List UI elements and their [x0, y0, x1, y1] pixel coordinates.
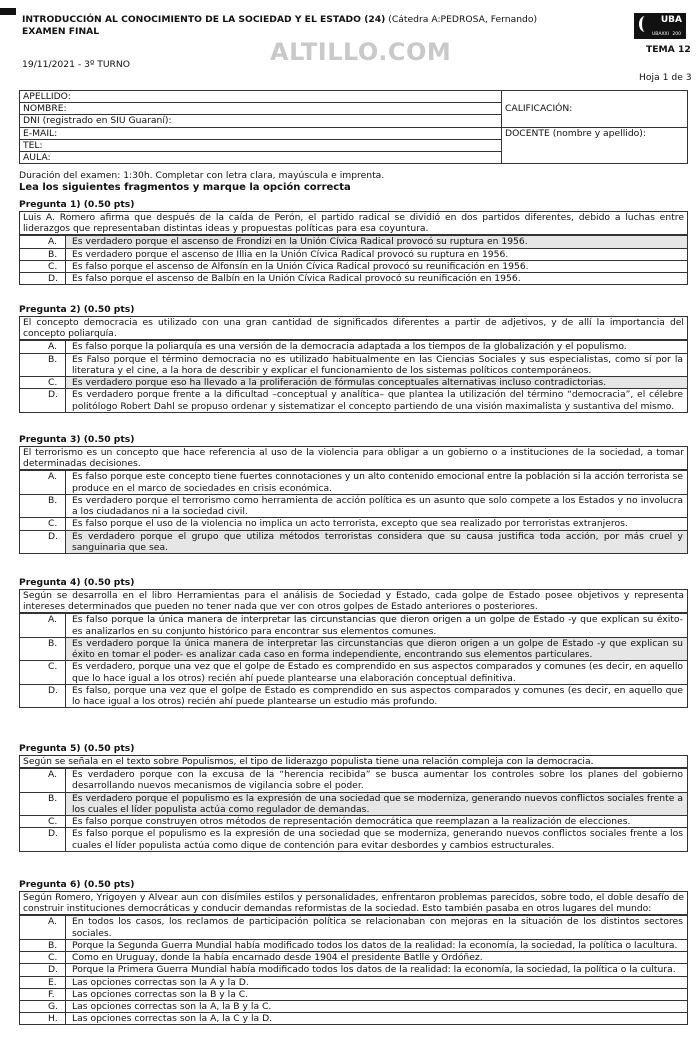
exam-title-catedra: (Cátedra A:PEDROSA, Fernando)	[385, 14, 538, 25]
option-b[interactable]	[20, 792, 687, 815]
exam-subtitle: EXAMEN FINAL	[22, 26, 100, 37]
exam-title	[22, 14, 537, 25]
option-b[interactable]	[20, 494, 687, 517]
field-docente[interactable]: DOCENTE (nombre y apellido):	[502, 127, 688, 164]
option-text: Las opciones correctas son la B y la C.	[65, 989, 687, 1000]
option-letter: C.	[48, 260, 58, 272]
question-label: Pregunta 5) (0.50 pts)	[19, 743, 135, 754]
option-a[interactable]	[20, 915, 687, 938]
option-letter: B.	[48, 939, 58, 951]
option-letter: D.	[48, 828, 58, 840]
option-c[interactable]	[20, 517, 687, 529]
question-text: Según se señala en el texto sobre Populismos, el tipo de liderazgo populista tiene una relación compleja con la democracia.	[20, 756, 687, 768]
option-text: Es falso porque la poliarquía es una versión de la democracia adaptada a los tiempos de la globalización y el populismo.	[65, 341, 687, 352]
option-h[interactable]	[20, 1012, 687, 1024]
option-a[interactable]	[20, 235, 687, 247]
option-d[interactable]	[20, 963, 687, 975]
question-6	[19, 879, 688, 1025]
option-text: Es falso, porque una vez que el golpe de Estado es comprendido en sus aspectos comparados y comunes (es decir, en aquello que lo hace igual a los otros) recién ahí puede plantearse un estudio más profundo.	[65, 685, 687, 707]
question-3	[19, 434, 688, 554]
option-a[interactable]	[20, 768, 687, 791]
logo-swoosh-icon	[639, 16, 651, 32]
option-a[interactable]	[20, 470, 687, 493]
option-text: Las opciones correctas son la A, la B y la C.	[65, 1001, 687, 1012]
option-letter: B.	[48, 248, 58, 260]
question-5	[19, 743, 688, 852]
option-d[interactable]	[20, 388, 687, 411]
option-letter: A.	[48, 236, 58, 248]
option-letter: D.	[48, 964, 58, 976]
option-letter: C.	[48, 377, 58, 389]
corner-mark	[0, 8, 16, 15]
option-text: Es Falso porque el término democracia no es utilizado habitualmente en las Ciencias Sociales y sus especialistas, como sí por la literatura y el cine, a la hora de describir y explicar el funcionamiento de los sistemas políticos contemporáneos.	[65, 354, 687, 376]
option-a[interactable]	[20, 340, 687, 352]
option-f[interactable]	[20, 988, 687, 1000]
option-letter: C.	[48, 816, 58, 828]
option-text: Es verdadero porque el grupo que utiliza métodos terroristas considera que su causa justifica toda acción, por más cruel y sanguinaria que sea.	[65, 531, 687, 553]
question-box	[19, 316, 688, 413]
option-letter: A.	[48, 471, 58, 483]
option-letter: H.	[48, 1013, 58, 1025]
logo-right: 200	[672, 31, 681, 37]
question-text: Según Romero, Yrigoyen y Alvear aun con disímiles estilos y personalidades, enfrentaron problemas parecidos, sobre todo, el doble desafío de construir instituciones democráticas y conducir demandas reformistas de la sociedad. Esto también pasaba en otros lugares del mundo:	[20, 892, 687, 915]
question-2	[19, 304, 688, 413]
option-text: Es verdadero porque el terrorismo como herramienta de acción política es un asunto que solo compete a los Estados y no involucra a los ciudadanos ni a la sociedad civil.	[65, 495, 687, 517]
option-letter: D.	[48, 530, 58, 542]
option-text: Es verdadero porque eso ha llevado a la proliferación de fórmulas conceptuales alternativas incluso contradictorias.	[65, 377, 687, 388]
field-nombre[interactable]: NOMBRE:	[20, 103, 502, 115]
option-text: Es verdadero porque el populismo es la expresión de una sociedad que se moderniza, generando nuevos conflictos sociales frente a los cuales el líder populista actúa como regulador de demandas.	[65, 793, 687, 815]
logo-left: UBAXXI	[652, 31, 669, 37]
exam-title-course: INTRODUCCIÓN AL CONOCIMIENTO DE LA SOCIEDAD Y EL ESTADO (24)	[22, 14, 386, 25]
option-d[interactable]	[20, 272, 687, 284]
option-a[interactable]	[20, 613, 687, 636]
question-text: El concepto democracia es utilizado con una gran cantidad de significados diferentes a partir de adjetivos, y de allí la importancia del concepto poliarquía.	[20, 317, 687, 340]
option-text: Es verdadero porque con la excusa de la “herencia recibida” se busca aumentar los controles sobre los planes del gobierno desarrollando nuevos mecanismos de vigilancia sobre el poder.	[65, 769, 687, 791]
question-label: Pregunta 2) (0.50 pts)	[19, 304, 135, 315]
option-text: Porque la Primera Guerra Mundial había modificado todos los datos de la realidad: la economía, la sociedad, la política o la cultura.	[65, 964, 687, 975]
option-text: Es falso porque construyen otros métodos de representación democrática que reemplazan a la realización de elecciones.	[65, 816, 687, 827]
question-box	[19, 446, 688, 554]
option-b[interactable]	[20, 637, 687, 660]
option-d[interactable]	[20, 827, 687, 850]
question-box	[19, 891, 688, 1025]
option-letter: B.	[48, 353, 58, 365]
option-c[interactable]	[20, 951, 687, 963]
option-text: En todos los casos, los reclamos de participación política se relacionaban con mejoras en la situación de los distintos sectores sociales.	[65, 916, 687, 938]
logo-main: UBA	[660, 15, 682, 25]
option-letter: G.	[48, 1000, 59, 1012]
option-letter: D.	[48, 389, 58, 401]
option-c[interactable]	[20, 815, 687, 827]
question-label: Pregunta 4) (0.50 pts)	[19, 577, 135, 588]
option-letter: A.	[48, 341, 58, 353]
page-indicator: Hoja 1 de 3	[639, 72, 692, 83]
option-letter: C.	[48, 661, 58, 673]
question-box	[19, 755, 688, 852]
uba-logo	[634, 13, 686, 39]
option-c[interactable]	[20, 660, 687, 683]
question-box	[19, 589, 688, 708]
option-letter: E.	[48, 976, 57, 988]
option-letter: B.	[48, 637, 58, 649]
option-text: Las opciones correctas son la A, la C y la D.	[65, 1013, 687, 1024]
option-text: Es verdadero porque frente a la dificultad –conceptual y analítica– que plantea la utilización del término “democracia”, el célebre politólogo Robert Dahl se propuso ordenar y sistematizar el concepto partiendo de una visión maximalista y sustantiva del mismo.	[65, 389, 687, 411]
field-calificacion[interactable]: CALIFICACIÓN:	[502, 91, 688, 128]
exam-date: 19/11/2021 - 3º TURNO	[22, 59, 131, 70]
question-text: El terrorismo es un concepto que hace referencia al uso de la violencia para obligar a un gobierno o a instituciones de la sociedad, a tomar determinadas decisiones.	[20, 447, 687, 470]
option-text: Porque la Segunda Guerra Mundial había modificado todos los datos de la realidad: la economía, la sociedad, la política o lacultura.	[65, 940, 687, 951]
option-text: Es verdadero porque el ascenso de Illia en la Unión Cívica Radical provocó su ruptura en 1956.	[65, 249, 687, 260]
option-d[interactable]	[20, 530, 687, 553]
watermark: ALTILLO.COM	[270, 38, 452, 66]
option-text: Las opciones correctas son la A y la D.	[65, 977, 687, 988]
question-text: Luis A. Romero afirma que después de la caída de Perón, el partido radical se dividió en dos partidos diferentes, debido a luchas entre liderazgos que representaban distintas ideas y propuestas políticas para esa coyuntura.	[20, 212, 687, 235]
field-dni[interactable]: DNI (registrado en SIU Guaraní):	[20, 115, 502, 127]
question-label: Pregunta 6) (0.50 pts)	[19, 879, 135, 890]
option-text: Es falso porque el uso de la violencia no implica un acto terrorista, excepto que sea realizado por terroristas extranjeros.	[65, 518, 687, 529]
student-info-table	[19, 90, 688, 164]
question-box	[19, 211, 688, 285]
option-d[interactable]	[20, 684, 687, 707]
field-email[interactable]: E-MAIL:	[20, 127, 502, 139]
option-text: Como en Uruguay, donde la había encarnado desde 1904 el presidente Batlle y Ordóñez.	[65, 952, 687, 963]
option-letter: B.	[48, 494, 58, 506]
option-letter: D.	[48, 273, 58, 285]
option-letter: C.	[48, 952, 58, 964]
option-letter: D.	[48, 684, 58, 696]
option-e[interactable]	[20, 976, 687, 988]
option-letter: B.	[48, 792, 58, 804]
question-label: Pregunta 3) (0.50 pts)	[19, 434, 135, 445]
option-text: Es falso porque la única manera de interpretar las circunstancias que dieron origen a un golpe de Estado -y que explican su éxito- es analizarlos en su conjunto histórico para encontrar sus elementos comunes.	[65, 614, 687, 636]
option-c[interactable]	[20, 260, 687, 272]
section-heading: Lea los siguientes fragmentos y marque la opción correcta	[19, 182, 351, 193]
option-g[interactable]	[20, 1000, 687, 1012]
option-text: Es verdadero porque la única manera de interpretar las circunstancias que dieron origen a un golpe de Estado -y que explican su éxito en tomar el poder- es analizar cada caso en forma independiente, encontrando sus elementos particulares.	[65, 638, 687, 660]
option-text: Es falso porque el populismo es la expresión de una sociedad que se moderniza, generando nuevos conflictos sociales frente a los cuales el líder populista actúa como dique de contención para evitar desbordes y cambios estructurales.	[65, 828, 687, 850]
question-1	[19, 199, 688, 285]
option-text: Es verdadero porque el ascenso de Frondizi en la Unión Cívica Radical provocó su ruptura en 1956.	[65, 236, 687, 247]
option-text: Es falso porque el ascenso de Balbín en la Unión Cívica Radical provocó su reunificación en 1956.	[65, 273, 687, 284]
field-aula[interactable]: AULA:	[20, 152, 502, 164]
option-b[interactable]	[20, 939, 687, 951]
option-letter: F.	[48, 988, 55, 1000]
field-tel[interactable]: TEL:	[20, 139, 502, 151]
exam-instructions: Duración del examen: 1:30h. Completar con letra clara, mayúscula e imprenta.	[19, 170, 385, 181]
field-apellido[interactable]: APELLIDO:	[20, 91, 502, 103]
option-text: Es verdadero, porque una vez que el golpe de Estado es comprendido en sus aspectos comparados y comunes (es decir, en aquello que lo hace igual a los otros) recién ahí puede plantearse una elaboración conceptual definitiva.	[65, 661, 687, 683]
question-label: Pregunta 1) (0.50 pts)	[19, 199, 135, 210]
option-text: Es falso porque este concepto tiene fuertes connotaciones y un alto contenido emocional entre la población si la acción terrorista se produce en el marco de sociedades en crisis económica.	[65, 471, 687, 493]
option-c[interactable]	[20, 376, 687, 388]
option-letter: A.	[48, 916, 58, 928]
option-letter: A.	[48, 614, 58, 626]
option-text: Es falso porque el ascenso de Alfonsín en la Unión Cívica Radical provocó su reunificación en 1956.	[65, 261, 687, 272]
question-text: Según se desarrolla en el libro Herramientas para el análisis de Sociedad y Estado, cada golpe de Estado posee objetivos y representa intereses determinados que pueden no tener nada que ver con otros golpes de Estado anteriores o posteriores.	[20, 590, 687, 613]
option-letter: A.	[48, 769, 58, 781]
option-b[interactable]	[20, 248, 687, 260]
tema-label: TEMA 12	[646, 44, 691, 55]
option-b[interactable]	[20, 353, 687, 376]
question-4	[19, 577, 688, 708]
option-letter: C.	[48, 518, 58, 530]
